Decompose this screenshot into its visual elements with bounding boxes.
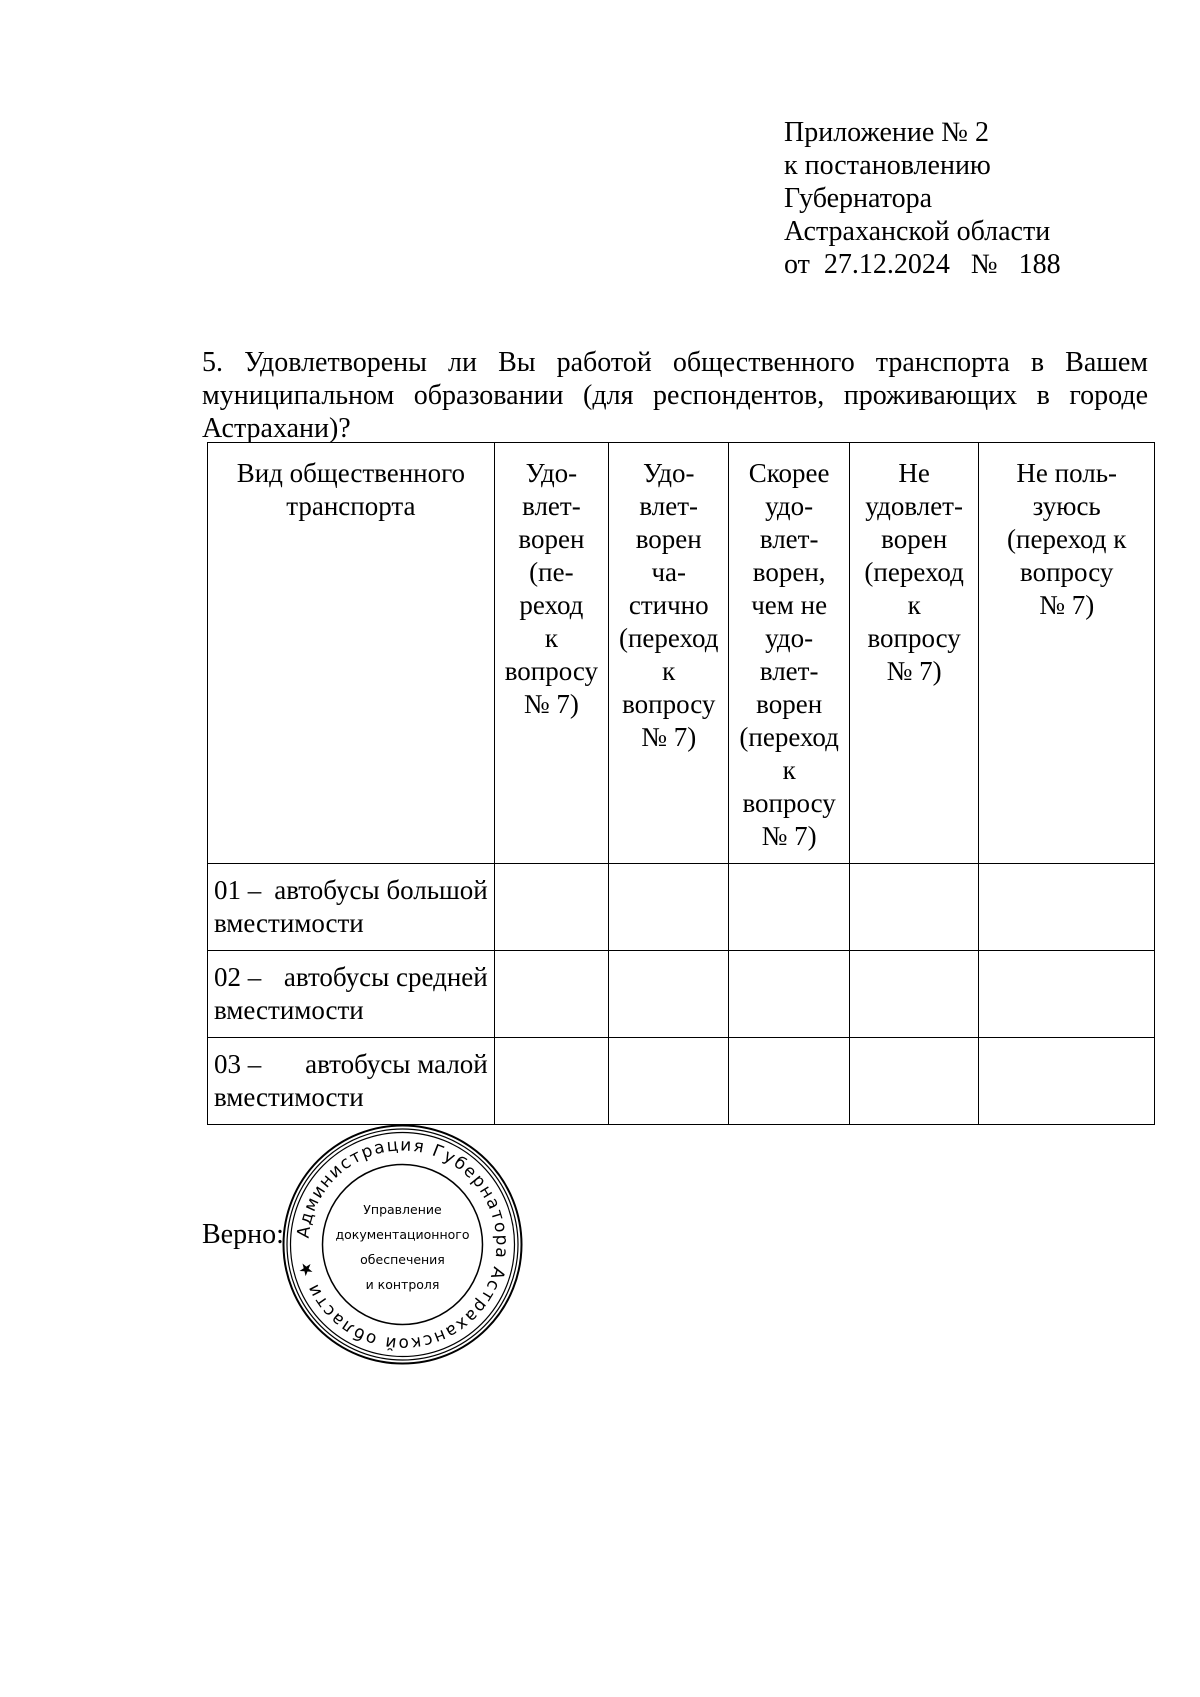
answer-cell[interactable] (729, 864, 849, 951)
header-line: Вид общественного (236, 458, 466, 488)
header-partially-satisfied (609, 443, 729, 864)
transport-code: 01 – (214, 875, 262, 905)
transport-name: автобусы большой (274, 875, 488, 905)
header-line: к (907, 590, 921, 620)
certified-label: Верно: (202, 1219, 284, 1250)
seal-center-text: Управление (363, 1202, 442, 1217)
answer-cell[interactable] (494, 1038, 608, 1125)
header-line: удовлет- (865, 491, 963, 521)
transport-type-cell (208, 864, 495, 951)
appendix-block (784, 116, 1061, 281)
header-line: ворен (756, 689, 823, 719)
header-line: к (782, 755, 796, 785)
answer-cell[interactable] (609, 1038, 729, 1125)
table-row (208, 1038, 1155, 1125)
header-not-satisfied (849, 443, 979, 864)
appendix-line: Приложение № 2 (784, 117, 989, 148)
header-line: (переход (864, 557, 964, 587)
answer-cell[interactable] (494, 951, 608, 1038)
header-line: № 7) (761, 821, 817, 851)
answer-cell[interactable] (729, 1038, 849, 1125)
answer-cell[interactable] (609, 951, 729, 1038)
transport-name: автобусы малой (305, 1049, 488, 1079)
header-line: Не поль- (1016, 458, 1118, 488)
header-line: ворен, (752, 557, 826, 587)
header-line: к (544, 623, 558, 653)
header-line: Не (898, 458, 930, 488)
header-line: ворен (518, 524, 585, 554)
header-line: влет- (639, 491, 699, 521)
header-line: транспорта (286, 491, 416, 521)
header-transport-type (208, 443, 495, 864)
answer-cell[interactable] (849, 1038, 979, 1125)
header-line: стично (628, 590, 709, 620)
transport-code: 03 – (214, 1049, 262, 1079)
transport-name-cont: вместимости (214, 1082, 364, 1112)
header-line: реход (519, 590, 584, 620)
answer-cell[interactable] (979, 951, 1155, 1038)
seal-center-text: обеспечения (360, 1252, 445, 1267)
header-line: вопросу (867, 623, 961, 653)
header-line: влет- (759, 524, 819, 554)
answer-cell[interactable] (609, 864, 729, 951)
header-line: чем не (751, 590, 828, 620)
seal-center-text: и контроля (365, 1277, 440, 1292)
header-line: ворен (635, 524, 702, 554)
answer-cell[interactable] (849, 951, 979, 1038)
svg-text:Администрация Губернатора Астр (294, 1135, 512, 1353)
header-line: вопросу (742, 788, 836, 818)
header-line: Удо- (642, 458, 695, 488)
header-line: № 7) (886, 656, 942, 686)
answer-cell[interactable] (849, 864, 979, 951)
survey-table (207, 442, 1155, 1125)
header-line: № 7) (523, 689, 579, 719)
header-line: (переход (618, 623, 719, 653)
survey-question: 5. Удовлетворены ли Вы работой общественного транспорта в Вашем муниципальном образовании (для респондентов, проживающих в городе Астрахани)? (202, 347, 1148, 444)
header-line: вопросу (1020, 557, 1114, 587)
header-line: (переход к (1007, 524, 1127, 554)
answer-cell[interactable] (494, 864, 608, 951)
answer-cell[interactable] (979, 864, 1155, 951)
header-satisfied (494, 443, 608, 864)
table-row (208, 951, 1155, 1038)
header-line: (переход (739, 722, 839, 752)
transport-name: автобусы средней (283, 962, 488, 992)
header-rather-satisfied (729, 443, 849, 864)
seal-center-text: документационного (335, 1227, 470, 1242)
header-line: вопросу (504, 656, 599, 686)
header-line: № 7) (1039, 590, 1095, 620)
answer-cell[interactable] (729, 951, 849, 1038)
header-line: ча- (651, 557, 687, 587)
transport-type-cell (208, 951, 495, 1038)
answer-cell[interactable] (979, 1038, 1155, 1125)
official-seal (280, 1122, 525, 1367)
table-header-row (208, 443, 1155, 864)
header-line: зуюсь (1032, 491, 1101, 521)
header-line: (пе- (529, 557, 574, 587)
transport-code: 02 – (214, 962, 262, 992)
appendix-date-number: от 27.12.2024 № 188 (784, 249, 1061, 280)
header-line: удо- (765, 491, 814, 521)
header-line: ворен (881, 524, 948, 554)
table-row (208, 864, 1155, 951)
seal-ring-text: Администрация Губернатора Астраханской области ★ (293, 1135, 512, 1354)
transport-name-cont: вместимости (214, 995, 364, 1025)
header-not-using (979, 443, 1155, 864)
header-line: влет- (522, 491, 581, 521)
header-line: Скорее (748, 458, 830, 488)
header-line: вопросу (622, 689, 716, 719)
appendix-line: Астраханской области (784, 216, 1051, 247)
appendix-line: Губернатора (784, 183, 933, 214)
transport-name-cont: вместимости (214, 908, 364, 938)
appendix-line: к постановлению (784, 150, 991, 181)
header-line: № 7) (641, 722, 697, 752)
header-line: к (662, 656, 676, 686)
header-line: влет- (759, 656, 819, 686)
transport-type-cell (208, 1038, 495, 1125)
header-line: удо- (765, 623, 814, 653)
header-line: Удо- (525, 458, 578, 488)
